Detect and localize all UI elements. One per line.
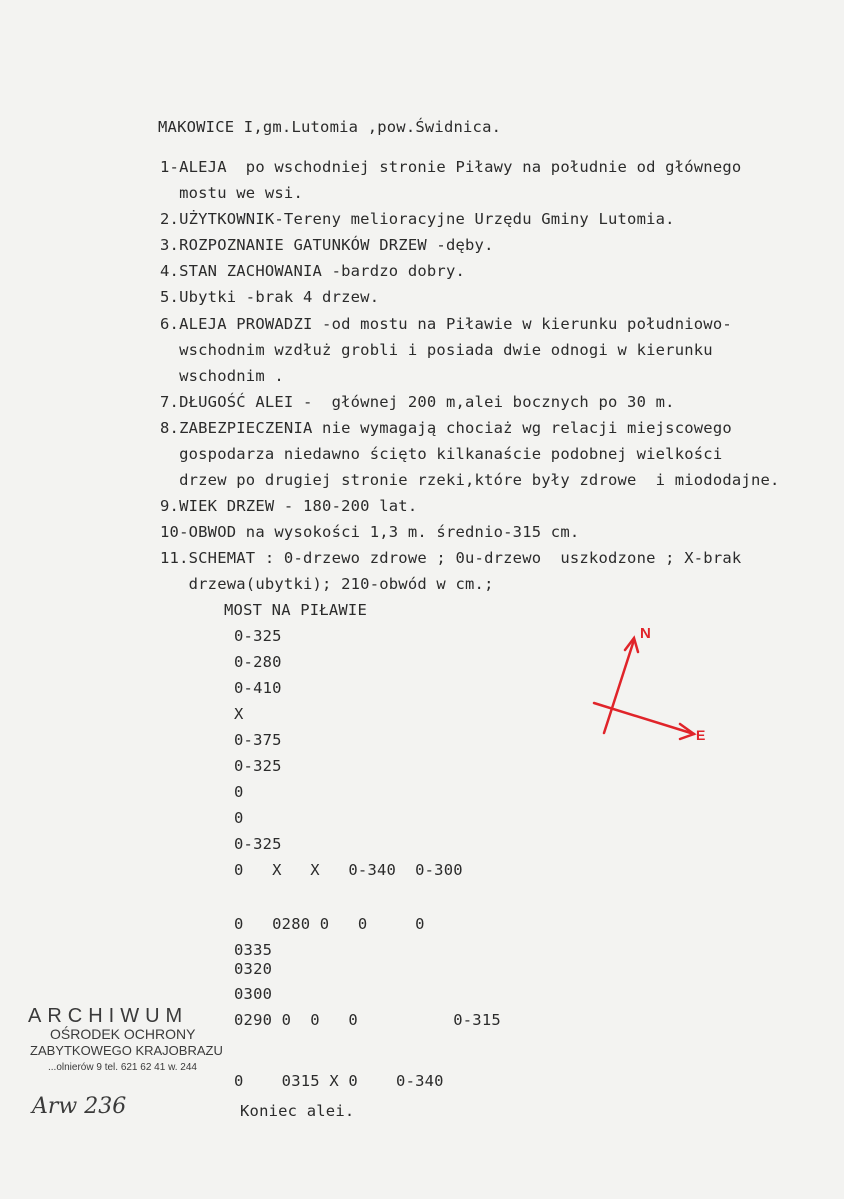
scheme-entry: 0-280 <box>234 653 282 671</box>
text-line: drzewa(ubytki); 210-obwód w cm.; <box>160 575 494 593</box>
stamp-address: ...olnierów 9 tel. 621 62 41 w. 244 <box>48 1062 197 1073</box>
text-line: 7.DŁUGOŚĆ ALEI - głównej 200 m,alei bocznych po 30 m. <box>160 393 675 411</box>
text-line: gospodarza niedawno ścięto kilkanaście podobnej wielkości <box>160 445 723 463</box>
scheme-entry: 0-325 <box>234 835 282 853</box>
scheme-entry: 0-325 <box>234 757 282 775</box>
scheme-heading: MOST NA PIŁAWIE <box>224 601 367 619</box>
text-line: drzew po drugiej stronie rzeki,które były zdrowe i miododajne. <box>160 471 780 489</box>
text-line: 2.UŻYTKOWNIK-Tereny melioracyjne Urzędu Gminy Lutomia. <box>160 210 675 228</box>
north-label: N <box>640 625 651 642</box>
document-title: MAKOWICE I,gm.Lutomia ,pow.Świdnica. <box>158 118 502 136</box>
text-line: 1-ALEJA po wschodniej stronie Piławy na południe od głównego <box>160 158 742 176</box>
scheme-row: 0290 0 0 0 0-315 <box>234 1011 501 1029</box>
scheme-row: 0 0315 X 0 0-340 <box>234 1072 444 1090</box>
compass-arrows <box>594 638 694 739</box>
text-line: 3.ROZPOZNANIE GATUNKÓW DRZEW -dęby. <box>160 236 494 254</box>
scheme-entry: 0-325 <box>234 627 282 645</box>
scheme-row: 0 X X 0-340 0-300 <box>234 861 463 879</box>
document-ending: Koniec alei. <box>240 1102 355 1120</box>
scheme-row: 0320 <box>234 960 273 978</box>
text-line: 8.ZABEZPIECZENIA nie wymagają chociaż wg relacji miejscowego <box>160 419 732 437</box>
text-line: 4.STAN ZACHOWANIA -bardzo dobry. <box>160 262 466 280</box>
text-line: 6.ALEJA PROWADZI -od mostu na Piławie w kierunku południowo- <box>160 315 732 333</box>
compass-drawing <box>588 618 718 748</box>
scheme-row: 0300 <box>234 985 273 1003</box>
east-label: E <box>696 727 706 743</box>
text-line: 11.SCHEMAT : 0-drzewo zdrowe ; 0u-drzewo uszkodzone ; X-brak <box>160 549 742 567</box>
text-line: wschodnim wzdłuż grobli i posiada dwie odnogi w kierunku <box>160 341 713 359</box>
text-line: wschodnim . <box>160 367 284 385</box>
scheme-entry: X <box>234 705 244 723</box>
stamp-archive-title: ARCHIWUM <box>28 1005 189 1027</box>
text-line: mostu we wsi. <box>160 184 303 202</box>
scheme-entry: 0 <box>234 809 244 827</box>
text-line: 10-OBWOD na wysokości 1,3 m. średnio-315 cm. <box>160 523 580 541</box>
scheme-row: 0335 <box>234 941 273 959</box>
handwritten-signature: Arw 236 <box>32 1094 127 1119</box>
text-line: 9.WIEK DRZEW - 180-200 lat. <box>160 497 418 515</box>
scheme-entry: 0-375 <box>234 731 282 749</box>
scheme-entry: 0 <box>234 783 244 801</box>
stamp-line: ZABYTKOWEGO KRAJOBRAZU <box>30 1043 223 1058</box>
text-line: 5.Ubytki -brak 4 drzew. <box>160 288 380 306</box>
scheme-entry: 0-410 <box>234 679 282 697</box>
stamp-line: OŚRODEK OCHRONY <box>50 1026 196 1042</box>
scheme-row: 0 0280 0 0 0 <box>234 915 425 933</box>
north-arrow-shaft <box>604 640 634 733</box>
